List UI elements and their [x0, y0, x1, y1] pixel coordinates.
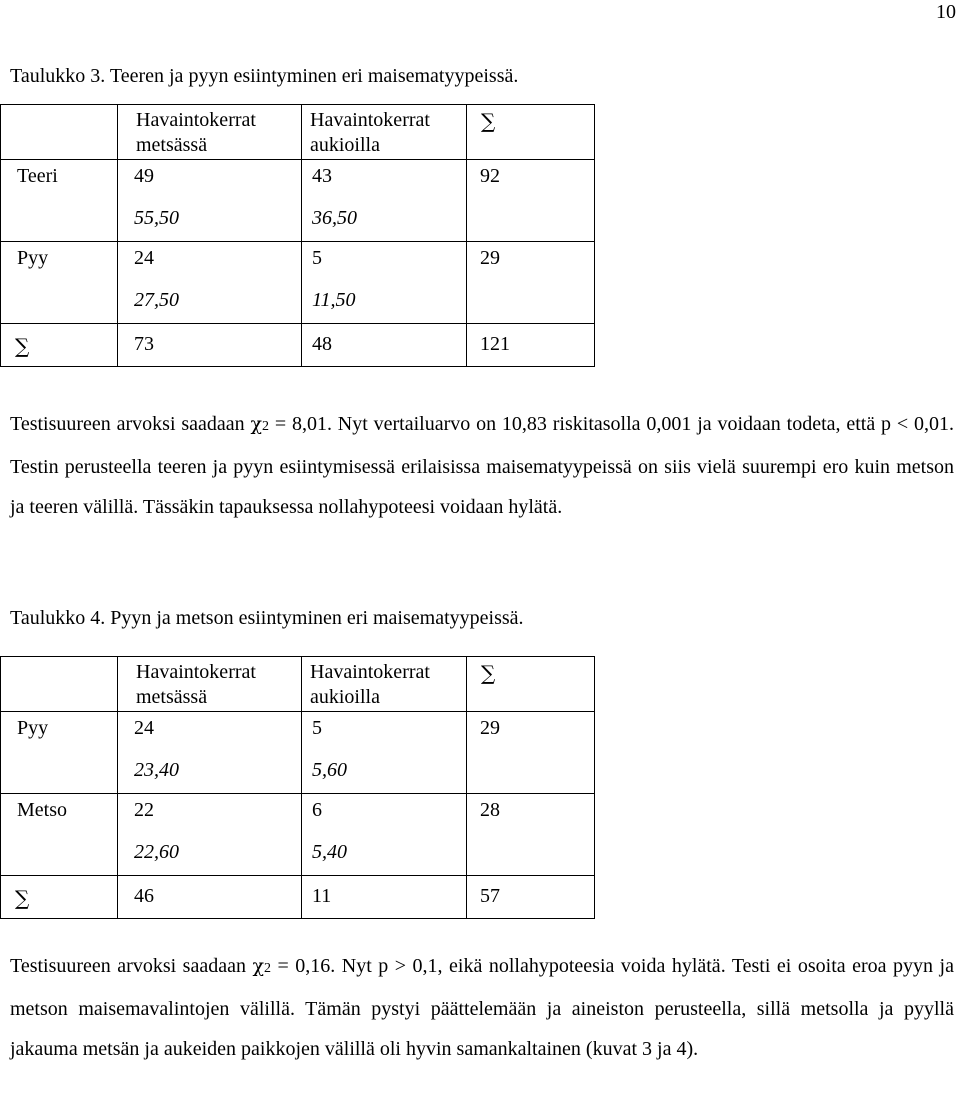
table4 [0, 656, 595, 919]
observed-value: 6 [312, 799, 322, 821]
observed-value: 49 [134, 165, 154, 187]
table3-row-label-cell [1, 160, 118, 242]
table3-sum-row [1, 324, 595, 367]
expected-value: 55,50 [134, 207, 179, 229]
table3-forest-cell [118, 160, 302, 242]
table-row [1, 794, 595, 876]
table4-open-cell [302, 712, 467, 794]
table4-forest-cell [118, 712, 302, 794]
table-row [1, 242, 595, 324]
table3-open-cell [302, 160, 467, 242]
observed-value: 22 [134, 799, 154, 821]
chi-subscript: 2 [262, 419, 269, 434]
chi-subscript: 2 [263, 961, 271, 976]
observed-value: 24 [134, 247, 154, 269]
table3-sum-open-cell [302, 324, 467, 367]
paragraph-1-post: = 8,01. Nyt vertailuarvo on 10,83 riskitasolla 0,001 ja voidaan todeta, että p < 0,01. Testin perusteella teeren ja pyyn esiintymisessä erilaisissa maisematyypeissä on siis vielä suurempi ero kuin metson ja teeren välillä. Tässäkin tapauksessa nollahypoteesi voidaan hylätä. [10, 413, 954, 518]
observed-value: 5 [312, 247, 322, 269]
table4-forest-cell [118, 794, 302, 876]
row-label: Teeri [17, 165, 58, 187]
table3-header-open-line1: Havaintokerrat [310, 109, 430, 131]
table4-header-open [302, 657, 467, 712]
expected-value: 23,40 [134, 759, 179, 781]
table3-sum-forest-cell [118, 324, 302, 367]
sum-open: 48 [312, 333, 332, 355]
table3-header-sum: ∑ [467, 105, 595, 160]
table4-row-label-cell [1, 712, 118, 794]
table4-row-label-cell [1, 794, 118, 876]
table4-sum-total-cell [467, 876, 595, 919]
table3-header-row [1, 105, 595, 160]
page-number: 10 [936, 1, 956, 23]
sum-open: 11 [312, 885, 332, 907]
row-label: Pyy [17, 717, 49, 739]
table3-header-forest [118, 105, 302, 160]
expected-value: 36,50 [312, 207, 357, 229]
observed-value: 43 [312, 165, 332, 187]
table3-open-cell [302, 242, 467, 324]
table-row [1, 160, 595, 242]
table3 [0, 104, 595, 367]
table4-header-open-line1: Havaintokerrat [310, 661, 430, 683]
table3-total-cell [467, 242, 595, 324]
table3-total-cell [467, 160, 595, 242]
table4-header-forest-line2: metsässä [136, 686, 208, 708]
table4-sum-label-cell [1, 876, 118, 919]
expected-value: 27,50 [134, 289, 179, 311]
table3-header-open [302, 105, 467, 160]
table4-header-sum: ∑ [467, 657, 595, 712]
expected-value: 11,50 [312, 289, 356, 311]
table-row [1, 712, 595, 794]
paragraph-1 [10, 404, 954, 527]
expected-value: 22,60 [134, 841, 179, 863]
expected-value: 5,40 [312, 841, 347, 863]
sum-symbol: ∑ [15, 886, 30, 910]
sum-forest: 73 [134, 333, 154, 355]
paragraph-1-pre: Testisuureen arvoksi saadaan [10, 413, 251, 435]
table4-total-cell [467, 712, 595, 794]
table3-sum-total-cell [467, 324, 595, 367]
row-total: 92 [480, 165, 500, 187]
paragraph-2 [10, 946, 954, 1069]
table3-header-forest-line1: Havaintokerrat [136, 109, 256, 131]
observed-value: 5 [312, 717, 322, 739]
sum-symbol: ∑ [15, 334, 30, 358]
table4-header-empty [1, 657, 118, 712]
table3-header-forest-line2: metsässä [136, 134, 208, 156]
paragraph-2-pre: Testisuureen arvoksi saadaan [10, 955, 253, 977]
table4-sum-row [1, 876, 595, 919]
observed-value: 24 [134, 717, 154, 739]
table4-caption: Taulukko 4. Pyyn ja metson esiintyminen eri maisematyypeissä. [10, 607, 524, 629]
sum-total: 121 [480, 333, 510, 355]
table3-caption: Taulukko 3. Teeren ja pyyn esiintyminen eri maisematyypeissä. [10, 65, 519, 87]
chi-symbol: χ [250, 413, 262, 435]
table4-header-forest [118, 657, 302, 712]
table3-row-label-cell [1, 242, 118, 324]
table4-total-cell [467, 794, 595, 876]
table3-header-empty [1, 105, 118, 160]
table3-sum-label-cell [1, 324, 118, 367]
table4-sum-open-cell [302, 876, 467, 919]
row-label: Metso [17, 799, 67, 821]
chi-symbol: χ [252, 955, 264, 977]
sum-total: 57 [480, 885, 500, 907]
table3-forest-cell [118, 242, 302, 324]
paragraph-2-post: = 0,16. Nyt p > 0,1, eikä nollahypoteesia voida hylätä. Testi ei osoita eroa pyyn ja metson maisemavalintojen välillä. Tämän pystyi päättelemään ja aineiston perusteella, sillä metsolla ja pyyllä jakauma metsän ja aukeiden paikkojen välillä oli hyvin samankaltainen (kuvat 3 ja 4). [10, 955, 954, 1060]
table4-header-forest-line1: Havaintokerrat [136, 661, 256, 683]
table4-sum-forest-cell [118, 876, 302, 919]
row-label: Pyy [17, 247, 49, 269]
row-total: 29 [480, 247, 500, 269]
row-total: 28 [480, 799, 500, 821]
table3-header-open-line2: aukioilla [310, 134, 380, 156]
table4-open-cell [302, 794, 467, 876]
sum-forest: 46 [134, 885, 154, 907]
row-total: 29 [480, 717, 500, 739]
expected-value: 5,60 [312, 759, 347, 781]
table4-header-open-line2: aukioilla [310, 686, 380, 708]
table4-header-row [1, 657, 595, 712]
